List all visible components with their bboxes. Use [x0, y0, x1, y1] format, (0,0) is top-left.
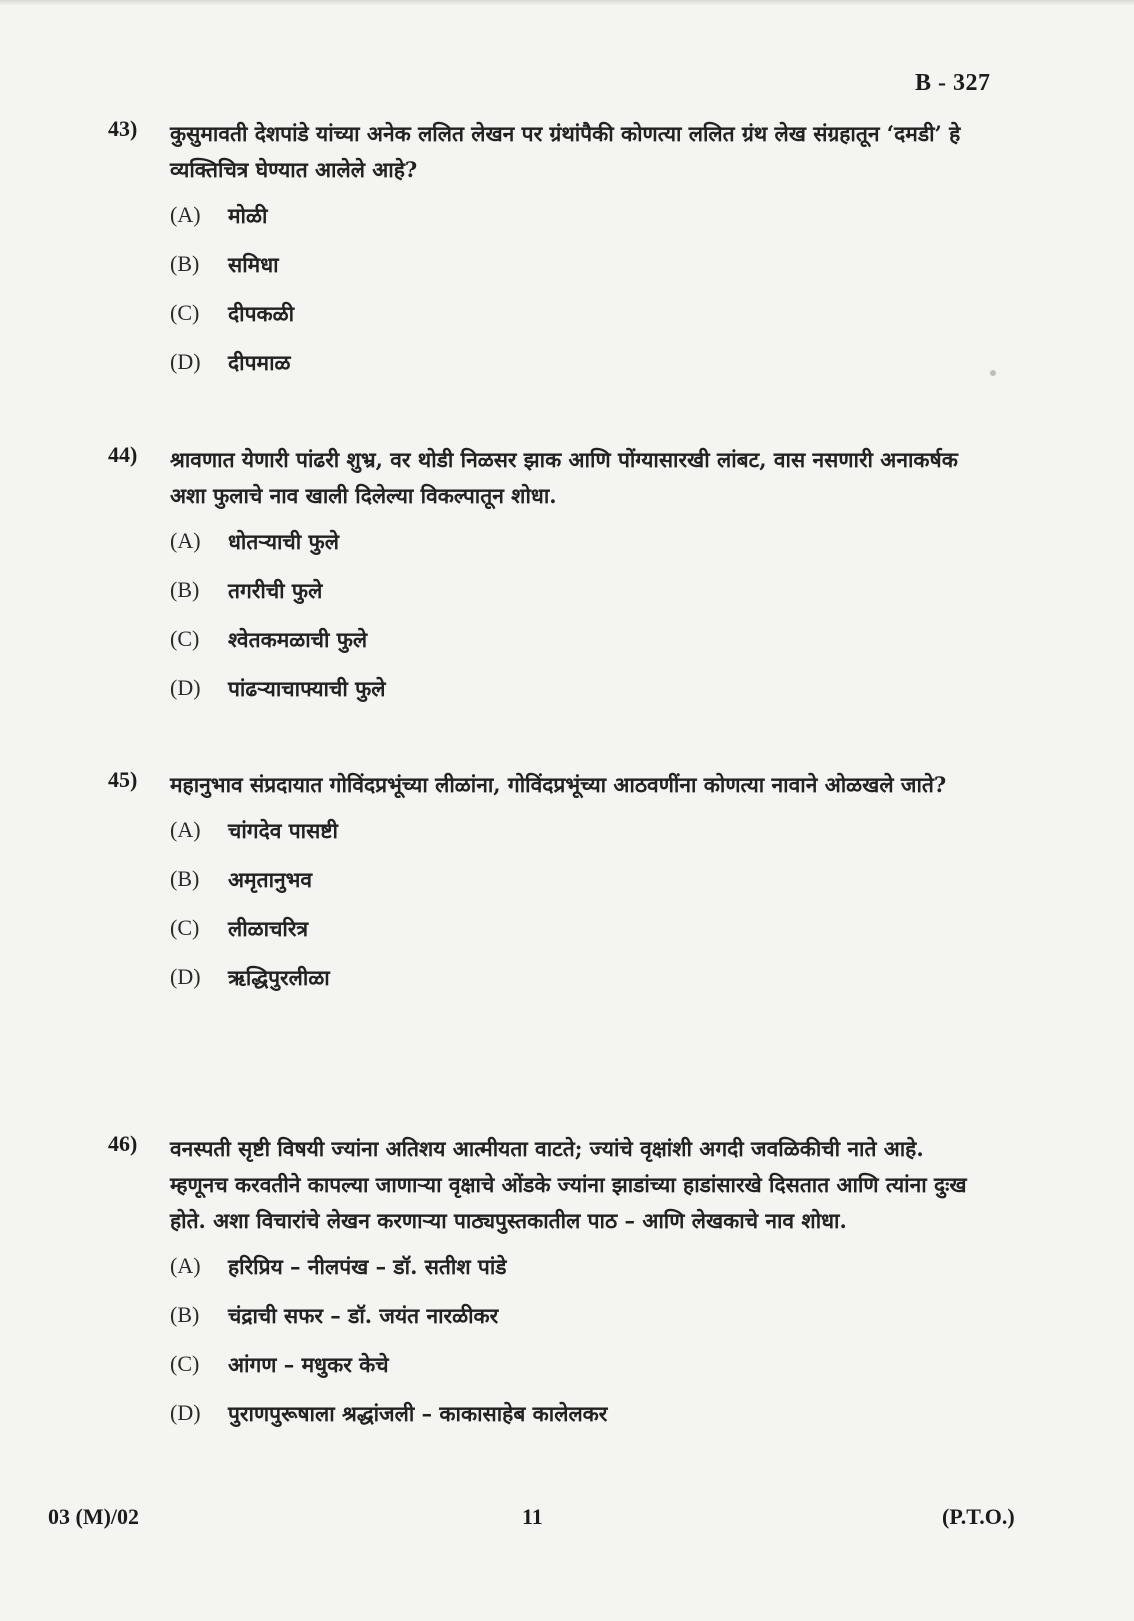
- option-label: (A): [170, 817, 201, 842]
- question-number: 46): [108, 1131, 138, 1156]
- option-label: (C): [170, 626, 200, 651]
- option-text: तगरीची फुले: [228, 578, 323, 603]
- option-label: (B): [170, 251, 200, 276]
- question-text: वनस्पती सृष्टी विषयी ज्यांना अतिशय आत्मीयता वाटते; ज्यांचे वृक्षांशी अगदी जवळिकीची नाते आहे. म्हणूनच करवतीने कापल्या जाणाऱ्या वृक्षाचे ओंडके ज्यांना झाडांच्या हाडांसारखे दिसतात आणि त्यांना दुःख होते. अशा विचारांचे लेखन करणाऱ्या पाठ्यपुस्तकातील पाठ – आणि लेखकाचे नाव शोधा.: [170, 1136, 967, 1233]
- option-text: चांगदेव पासष्टी: [228, 818, 339, 843]
- option-b: [170, 1302, 988, 1351]
- question-46: [108, 1131, 988, 1449]
- option-text: आंगण – मधुकर केचे: [228, 1352, 389, 1377]
- option-d: [170, 675, 988, 724]
- option-text: मोळी: [228, 203, 268, 228]
- question-number: 43): [108, 116, 138, 141]
- paper-code: B - 327: [915, 70, 991, 96]
- option-text: पांढऱ्याचाफ्याची फुले: [228, 676, 386, 701]
- option-text: हरिप्रिय – नीलपंख – डॉ. सतीश पांडे: [228, 1254, 507, 1279]
- option-label: (A): [170, 1253, 201, 1278]
- option-b: [170, 577, 988, 626]
- option-text: दीपकळी: [228, 301, 295, 326]
- option-a: [170, 528, 988, 577]
- option-text: ऋद्धिपुरलीळा: [228, 965, 330, 990]
- option-b: [170, 251, 988, 300]
- options-list: [170, 817, 988, 1013]
- option-b: [170, 866, 988, 915]
- option-text: पुराणपुरूषाला श्रद्धांजली – काकासाहेब कालेलकर: [228, 1401, 608, 1426]
- question-text: कुसुमावती देशपांडे यांच्या अनेक ललित लेखन पर ग्रंथांपैकी कोणत्या ललित ग्रंथ लेख संग्रहातून ‘दमडी’ हे व्यक्तिचित्र घेण्यात आलेले आहे?: [170, 121, 961, 182]
- option-text: धोतऱ्याची फुले: [228, 529, 339, 554]
- question-45: [108, 767, 988, 1013]
- option-d: [170, 349, 988, 398]
- question-number: 45): [108, 767, 138, 792]
- question-text: श्रावणात येणारी पांढरी शुभ्र, वर थोडी निळसर झाक आणि पोंग्यासारखी लांबट, वास नसणारी अनाकर्षक अशा फुलाचे नाव खाली दिलेल्या विकल्पातून शोधा.: [170, 447, 958, 508]
- option-a: [170, 817, 988, 866]
- question-text: महानुभाव संप्रदायात गोविंदप्रभूंच्या लीळांना, गोविंदप्रभूंच्या आठवणींना कोणत्या नावाने ओळखले जाते?: [170, 772, 947, 797]
- option-text: दीपमाळ: [228, 350, 291, 375]
- option-label: (B): [170, 866, 200, 891]
- option-c: [170, 626, 988, 675]
- option-label: (D): [170, 349, 201, 374]
- option-c: [170, 1351, 988, 1400]
- option-label: (A): [170, 202, 201, 227]
- option-a: [170, 1253, 988, 1302]
- option-label: (D): [170, 1400, 201, 1425]
- option-label: (D): [170, 964, 201, 989]
- option-d: [170, 964, 988, 1013]
- option-text: चंद्राची सफर – डॉ. जयंत नारळीकर: [228, 1303, 499, 1328]
- option-label: (B): [170, 1302, 200, 1327]
- option-a: [170, 202, 988, 251]
- please-turn-over: (P.T.O.): [942, 1504, 1015, 1529]
- option-text: लीळाचरित्र: [228, 916, 309, 941]
- footer-paper-code: 03 (M)/02: [48, 1504, 140, 1529]
- option-label: (C): [170, 1351, 200, 1376]
- option-d: [170, 1400, 988, 1449]
- options-list: [170, 528, 988, 724]
- question-44: [108, 442, 988, 724]
- option-text: अमृतानुभव: [228, 867, 313, 892]
- question-43: [108, 116, 988, 398]
- option-c: [170, 915, 988, 964]
- option-label: (D): [170, 675, 201, 700]
- page-number: 11: [522, 1504, 543, 1529]
- options-list: [170, 202, 988, 398]
- option-text: समिधा: [228, 252, 279, 277]
- scan-speck: [990, 370, 996, 376]
- option-c: [170, 300, 988, 349]
- option-label: (A): [170, 528, 201, 553]
- option-label: (C): [170, 915, 200, 940]
- options-list: [170, 1253, 988, 1449]
- question-number: 44): [108, 442, 138, 467]
- option-label: (B): [170, 577, 200, 602]
- option-text: श्वेतकमळाची फुले: [228, 627, 368, 652]
- option-label: (C): [170, 300, 200, 325]
